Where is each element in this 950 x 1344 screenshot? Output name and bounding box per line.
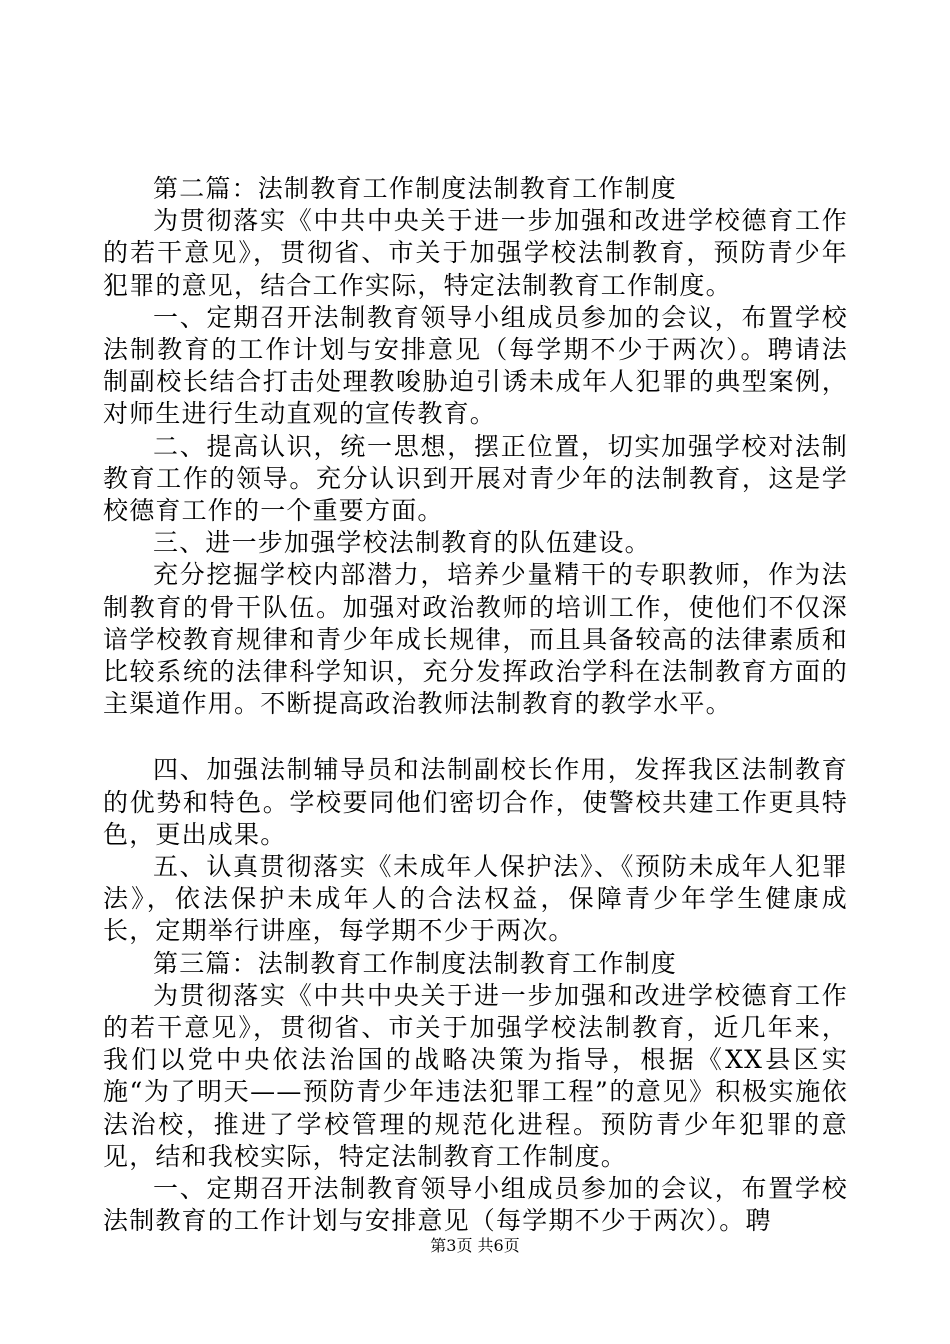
body-paragraph: 一、定期召开法制教育领导小组成员参加的会议，布置学校法制教育的工作计划与安排意见（每学期不少于两次）。聘 [103,1174,848,1236]
body-paragraph: 为贯彻落实《中共中央关于进一步加强和改进学校德育工作的若干意见》，贯彻省、市关于加强学校法制教育，近几年来，我们以党中央依法治国的战略决策为指导，根据《XX县区实施“为了明天——预防青少年违法犯罪工程”的意见》积极实施依法治校，推进了学校管理的规范化进程。预防青少年犯罪的意见，结和我校实际，特定法制教育工作制度。 [103,980,848,1171]
body-paragraph: 三、进一步加强学校法制教育的队伍建设。 [153,528,651,558]
paragraph-gap [103,720,848,754]
section-heading-2: 第二篇：法制教育工作制度法制教育工作制度 [153,174,678,203]
document-body [103,173,848,1238]
body-paragraph: 为贯彻落实《中共中央关于进一步加强和改进学校德育工作的若干意见》，贯彻省、市关于加强学校法制教育，预防青少年犯罪的意见，结合工作实际，特定法制教育工作制度。 [103,206,848,300]
body-paragraph: 二、提高认识，统一思想，摆正位置，切实加强学校对法制教育工作的领导。充分认识到开展对青少年的法制教育，这是学校德育工作的一个重要方面。 [103,431,848,526]
body-paragraph: 四、加强法制辅导员和法制副校长作用，发挥我区法制教育的优势和特色。学校要同他们密切合作，使警校共建工作更具特色，更出成果。 [103,755,848,849]
body-paragraph: 五、认真贯彻落实《未成年人保护法》、《预防未成年人犯罪法》，依法保护未成年人的合法权益，保障青少年学生健康成长，定期举行讲座，每学期不少于两次。 [103,852,848,946]
section-heading-3: 第三篇：法制教育工作制度法制教育工作制度 [153,948,678,978]
body-paragraph: 一、定期召开法制教育领导小组成员参加的会议，布置学校法制教育的工作计划与安排意见（每学期不少于两次）。聘请法制副校长结合打击处理教唆胁迫引诱未成年人犯罪的典型案例，对师生进行生动直观的宣传教育。 [103,302,848,429]
page-footer: 第3页 共6页 [430,1236,520,1255]
body-paragraph: 充分挖掘学校内部潜力，培养少量精干的专职教师，作为法制教育的骨干队伍。加强对政治教师的培训工作，使他们不仅深谙学校教育规律和青少年成长规律，而且具备较高的法律素质和比较系统的法律科学知识，充分发挥政治学科在法制教育方面的主渠道作用。不断提高政治教师法制教育的教学水平。 [103,560,848,719]
